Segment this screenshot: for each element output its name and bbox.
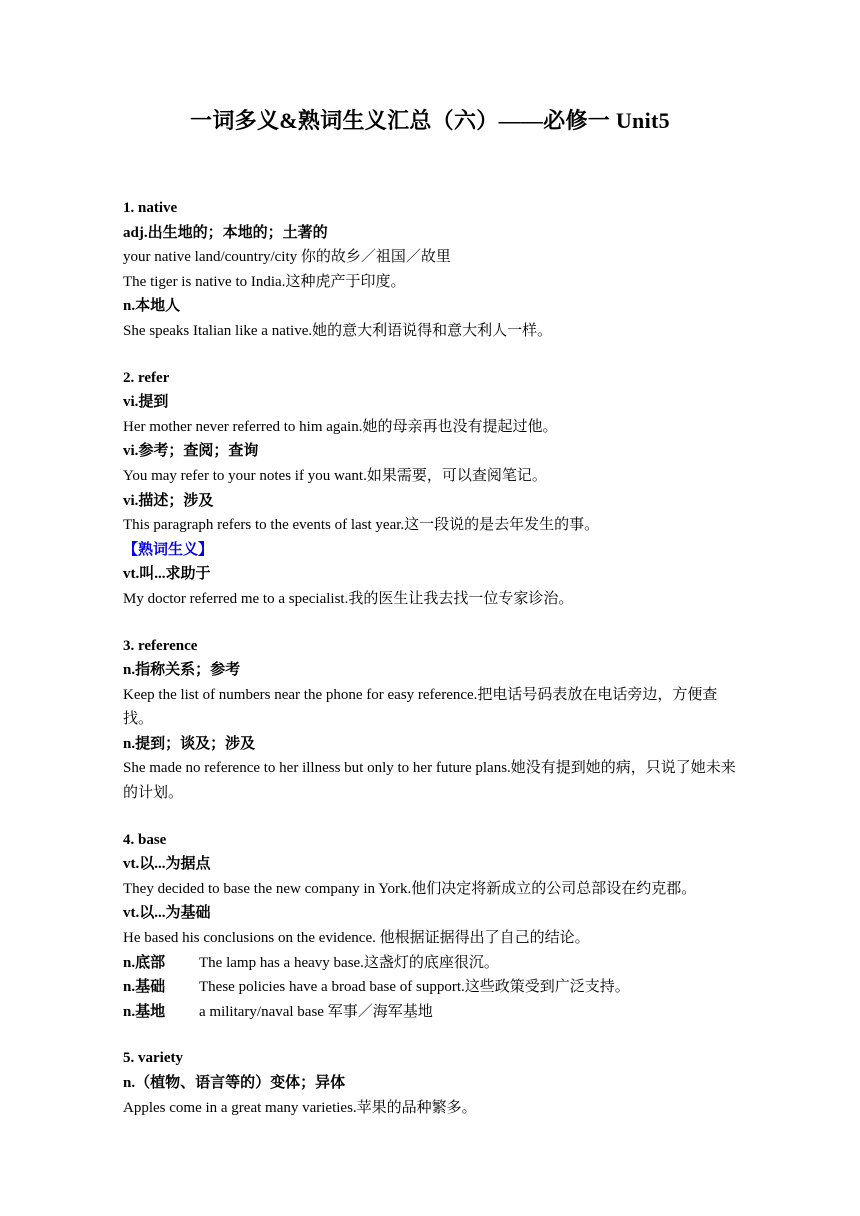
entry-heading: 5. variety bbox=[123, 1050, 183, 1067]
part-of-speech-definition: n.提到；谈及；涉及 bbox=[123, 735, 256, 752]
part-of-speech-definition: vi.参考；查阅；查询 bbox=[123, 443, 259, 460]
example-sentence: He based his conclusions on the evidence. 他根据证据得出了自己的结论。 bbox=[123, 930, 590, 947]
example-sentence: Keep the list of numbers near the phone for easy reference.把电话号码表放在电话旁边，方便查找。 bbox=[123, 686, 718, 728]
example-sentence: a military/naval base 军事／海军基地 bbox=[199, 1003, 433, 1020]
example-sentence: She made no reference to her illness but only to her future plans.她没有提到她的病，只说了她未来的计划。 bbox=[123, 760, 736, 802]
part-of-speech-definition: vi.描述；涉及 bbox=[123, 492, 214, 509]
entry-section bbox=[123, 366, 743, 612]
part-of-speech-definition: n.（植物、语言等的）变体；异体 bbox=[123, 1075, 346, 1091]
definition-example-pair bbox=[123, 1000, 743, 1025]
part-of-speech-definition: vi.提到 bbox=[123, 394, 169, 411]
example-sentence: your native land/country/city 你的故乡／祖国／故里 bbox=[123, 249, 451, 266]
example-sentence: Apples come in a great many varieties.苹果的品种繁多。 bbox=[123, 1099, 477, 1116]
entry-section bbox=[123, 634, 743, 806]
example-sentence: My doctor referred me to a specialist.我的医生让我去找一位专家诊治。 bbox=[123, 590, 574, 607]
part-of-speech-definition: adj.出生地的；本地的；土著的 bbox=[123, 224, 328, 241]
part-of-speech-definition: n.指称关系；参考 bbox=[123, 662, 241, 679]
definition-example-pair bbox=[123, 975, 743, 1000]
entry-section bbox=[123, 196, 743, 344]
example-sentence: Her mother never referred to him again.她的母亲再也没有提起过他。 bbox=[123, 418, 558, 435]
example-sentence: The tiger is native to India.这种虎产于印度。 bbox=[123, 273, 406, 290]
example-sentence: This paragraph refers to the events of last year.这一段说的是去年发生的事。 bbox=[123, 517, 600, 534]
new-meaning-tag: 【熟词生义】 bbox=[123, 541, 214, 558]
definition-example-pair bbox=[123, 951, 743, 976]
page-title: 一词多义&熟词生义汇总（六）——必修一 Unit5 bbox=[190, 108, 670, 133]
entry-section bbox=[123, 1046, 743, 1120]
entries-list bbox=[123, 196, 743, 1142]
part-of-speech-definition: vt.以...为据点 bbox=[123, 856, 211, 873]
example-sentence: The lamp has a heavy base.这盏灯的底座很沉。 bbox=[199, 954, 499, 971]
example-sentence: These policies have a broad base of support.这些政策受到广泛支持。 bbox=[199, 979, 630, 996]
entry-heading: 1. native bbox=[123, 200, 178, 216]
part-of-speech-definition: vt.叫...求助于 bbox=[123, 566, 211, 583]
example-sentence: You may refer to your notes if you want.如果需要，可以查阅笔记。 bbox=[123, 467, 547, 484]
part-of-speech-definition: n.基地 bbox=[123, 1003, 166, 1020]
part-of-speech-definition: n.基础 bbox=[123, 979, 166, 996]
entry-heading: 4. base bbox=[123, 831, 167, 848]
part-of-speech-definition: n.本地人 bbox=[123, 298, 181, 315]
entry-heading: 2. refer bbox=[123, 369, 170, 386]
example-sentence: They decided to base the new company in York.他们决定将新成立的公司总部设在约克郡。 bbox=[123, 880, 697, 897]
entry-heading: 3. reference bbox=[123, 637, 198, 654]
part-of-speech-definition: n.底部 bbox=[123, 954, 166, 971]
entry-section bbox=[123, 828, 743, 1025]
example-sentence: She speaks Italian like a native.她的意大利语说得和意大利人一样。 bbox=[123, 322, 553, 339]
part-of-speech-definition: vt.以...为基础 bbox=[123, 905, 211, 922]
